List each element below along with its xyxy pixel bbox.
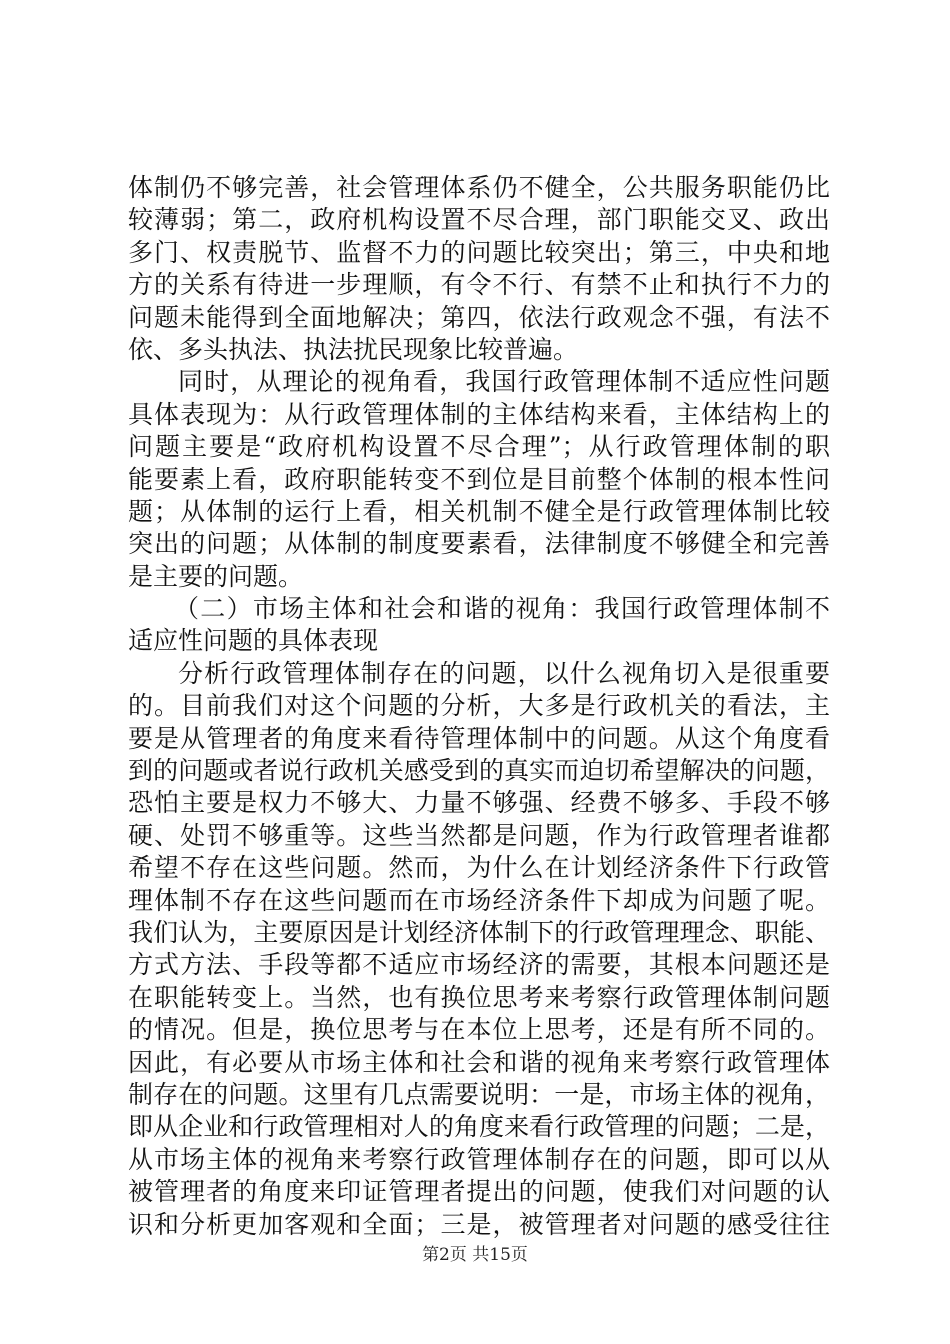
- text-line: 是主要的问题。: [128, 561, 304, 591]
- section-heading: [128, 593, 830, 658]
- paragraph: [128, 366, 830, 593]
- text-line: 适应性问题的具体表现: [128, 626, 379, 656]
- text-line: 要是从管理者的角度来看待管理体制中的问题。从这个角度看: [128, 723, 830, 753]
- text-line: 体制仍不够完善，社会管理体系仍不健全，公共服务职能仍比: [128, 173, 830, 202]
- page-footer: 第2页 共15页: [422, 1245, 528, 1265]
- text-line: 依、多头执法、执法扰民现象比较普遍。: [128, 334, 579, 364]
- text-line: （二）市场主体和社会和谐的视角：我国行政管理体制不: [174, 594, 830, 624]
- text-line: 的。目前我们对这个问题的分析，大多是行政机关的看法，主: [128, 691, 830, 721]
- paragraph: [128, 658, 830, 1241]
- text-line: 在职能转变上。当然，也有换位思考来考察行政管理体制问题: [128, 982, 830, 1012]
- text-line: 同时，从理论的视角看，我国行政管理体制不适应性问题: [178, 367, 830, 397]
- text-line: 从市场主体的视角来考察行政管理体制存在的问题，即可以从: [128, 1144, 830, 1174]
- text-line: 方的关系有待进一步理顺，有令不行、有禁不止和执行不力的: [128, 270, 830, 300]
- text-line: 突出的问题；从体制的制度要素看，法律制度不够健全和完善: [128, 529, 830, 559]
- text-line: 多门、权责脱节、监督不力的问题比较突出；第三，中央和地: [128, 237, 830, 267]
- text-line: 识和分析更加客观和全面；三是，被管理者对问题的感受往往: [128, 1209, 830, 1239]
- text-line: 即从企业和行政管理相对人的角度来看行政管理的问题；二是，: [128, 1112, 830, 1142]
- text-line: 的情况。但是，换位思考与在本位上思考，还是有所不同的。: [128, 1015, 830, 1045]
- body-text: [128, 172, 830, 1241]
- text-line: 因此，有必要从市场主体和社会和谐的视角来考察行政管理体: [128, 1047, 830, 1077]
- text-line: 问题主要是“政府机构设置不尽合理”；从行政管理体制的职: [128, 432, 830, 462]
- text-line: 具体表现为：从行政管理体制的主体结构来看，主体结构上的: [128, 399, 830, 429]
- text-line: 理体制不存在这些问题而在市场经济条件下却成为问题了呢。: [128, 885, 830, 915]
- text-line: 较薄弱；第二，政府机构设置不尽合理，部门职能交叉、政出: [128, 205, 830, 235]
- text-line: 题；从体制的运行上看，相关机制不健全是行政管理体制比较: [128, 496, 830, 526]
- text-line: 问题未能得到全面地解决；第四，依法行政观念不强，有法不: [128, 302, 830, 332]
- text-line: 能要素上看，政府职能转变不到位是目前整个体制的根本性问: [128, 464, 830, 494]
- text-line: 恐怕主要是权力不够大、力量不够强、经费不够多、手段不够: [128, 788, 830, 818]
- text-line: 制存在的问题。这里有几点需要说明：一是，市场主体的视角，: [128, 1079, 830, 1109]
- text-line: 我们认为，主要原因是计划经济体制下的行政管理理念、职能、: [128, 917, 830, 947]
- text-line: 被管理者的角度来印证管理者提出的问题，使我们对问题的认: [128, 1177, 830, 1207]
- text-line: 分析行政管理体制存在的问题，以什么视角切入是很重要: [178, 658, 830, 688]
- text-line: 希望不存在这些问题。然而，为什么在计划经济条件下行政管: [128, 853, 830, 883]
- paragraph: [128, 172, 830, 366]
- text-line: 硬、处罚不够重等。这些当然都是问题，作为行政管理者谁都: [128, 820, 830, 850]
- text-line: 方式方法、手段等都不适应市场经济的需要，其根本问题还是: [128, 950, 830, 980]
- text-line: 到的问题或者说行政机关感受到的真实而迫切希望解决的问题，: [128, 756, 830, 786]
